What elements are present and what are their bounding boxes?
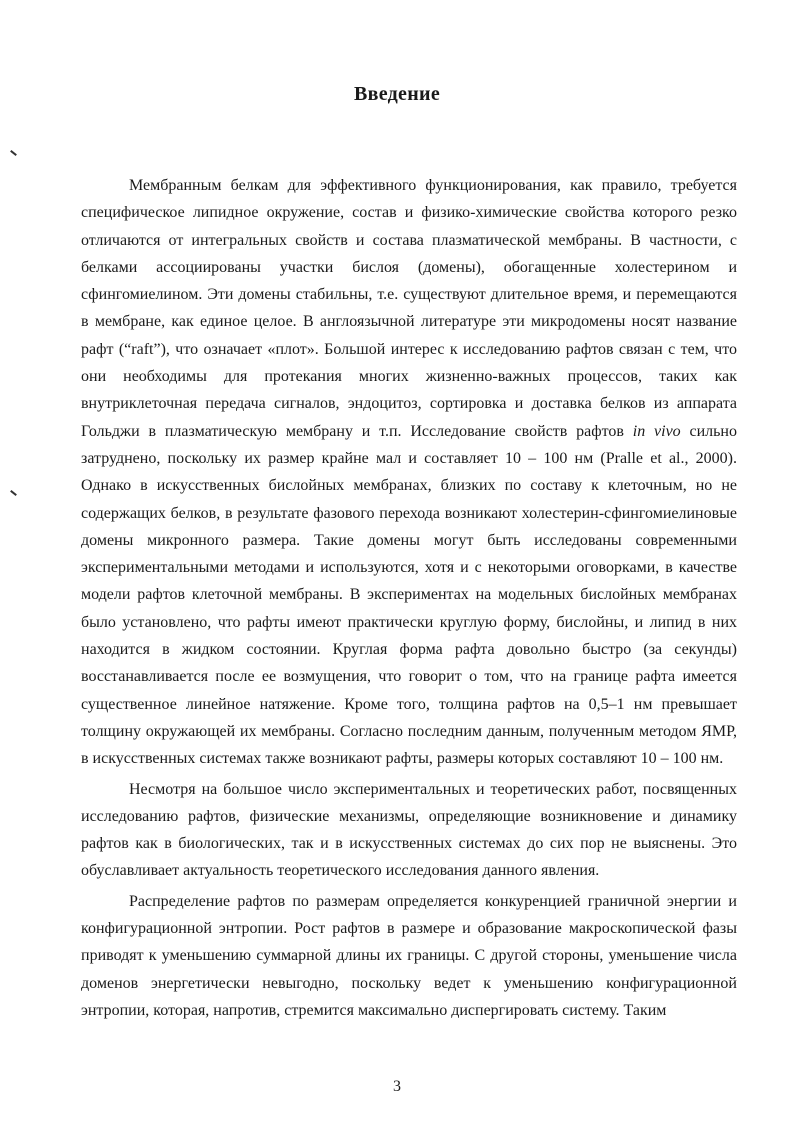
italic-term: in vivo [632,422,681,440]
paragraph-1-text: Мембранным белкам для эффективного функционирования, как правило, требуется специфическое липидное окружение, состав и физико-химические свойства которого резко отличаются от интегральных свойств и состава плазматической мембраны. В частности, с белками ассоциированы участки бислоя (домены), обогащенные холестерином и сфингомиелином. Эти домены стабильны, т.е. существуют длительное время, и перемещаются в мембране, как единое целое. В англоязычной литературе эти микродомены носят название рафт (“raft”), что означает «плот». Большой интерес к исследованию рафтов связан с тем, что они необходимы для протекания многих жизненно-важных процессов, таких как внутриклеточная передача сигналов, эндоцитоз, сортировка и доставка белков из аппарата Гольджи в плазматическую мембрану и т.п. Исследование свойств рафтов [81,177,737,440]
paragraph-1 [81,172,737,773]
paragraph-3: Распределение рафтов по размерам определяется конкуренцией граничной энергии и конфигурационной энтропии. Рост рафтов в размере и образование макроскопической фазы приводят к уменьшению суммарной длины их границы. С другой стороны, уменьшение числа доменов энергетически невыгодно, поскольку ведет к уменьшению конфигурационной энтропии, которая, напротив, стремится максимально диспергировать систему. Таким [81,892,737,1019]
paragraph-2: Несмотря на большое число экспериментальных и теоретических работ, посвященных исследованию рафтов, физические механизмы, определяющие возникновение и динамику рафтов как в биологических, так и в искусственных системах до сих пор не выяснены. Это обуславливает актуальность теоретического исследования данного явления. [81,780,737,880]
page-number: 3 [393,1078,401,1095]
page-title: Введение [353,83,441,105]
paragraph-1-continuation: сильно затруднено, поскольку их размер крайне мал и составляет 10 – 100 нм (Pralle et al., 2000). Однако в искусственных бислойных мембранах, близких по составу к клеточным, но не содержащих белков, в результате фазового перехода возникают холестерин-сфингомиелиновые домены микронного размера. Такие домены могут быть исследованы современными экспериментальными методами и используются, хотя и с некоторыми оговорками, в качестве модели рафтов клеточной мембраны. В экспериментах на модельных бислойных мембранах было установлено, что рафты имеют практически круглую форму, бислойны, и липид в них находится в жидком состоянии. Круглая форма рафта довольно быстро (за секунды) восстанавливается после ее возмущения, что говорит о том, что на границе рафта имеется существенное линейное натяжение. Кроме того, толщина рафтов на 0,5–1 нм превышает толщину окружающей их мембраны. Согласно последним данным, полученным методом ЯМР, в искусственных системах также возникают рафты, размеры которых составляют 10 – 100 нм. [81,422,737,768]
body-text [81,172,737,1027]
scan-artifact-mark [10,490,17,496]
scan-artifact-mark [10,150,17,156]
